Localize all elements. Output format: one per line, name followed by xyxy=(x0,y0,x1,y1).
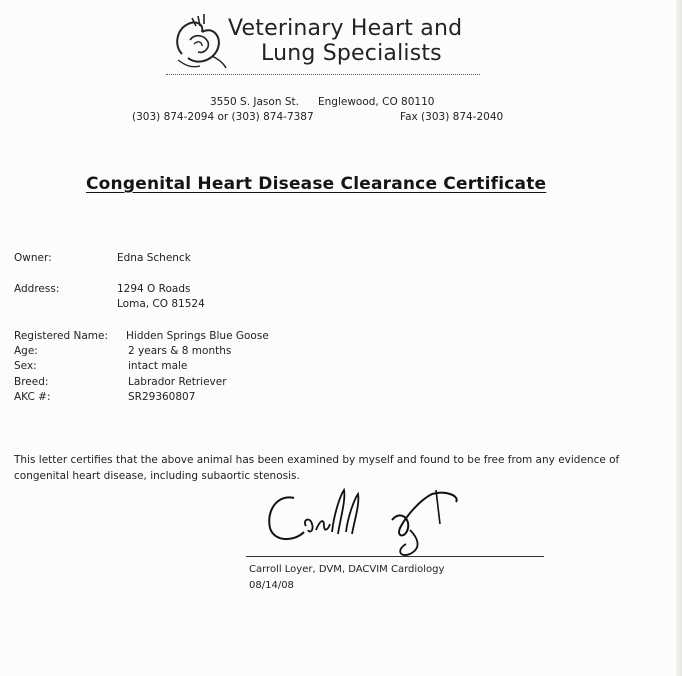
handwritten-signature xyxy=(260,480,470,560)
breed-label: Breed: xyxy=(14,376,49,388)
practice-name-line1: Veterinary Heart and xyxy=(228,16,463,41)
akc-value: SR29360807 xyxy=(128,391,196,403)
practice-fax: Fax (303) 874-2040 xyxy=(400,111,504,123)
signature-date: 08/14/08 xyxy=(249,580,294,591)
statement-line1: This letter certifies that the above animal has been examined by myself and found to be free from any evidence of xyxy=(14,454,620,466)
age-value: 2 years & 8 months xyxy=(128,345,232,357)
breed-value: Labrador Retriever xyxy=(128,376,227,388)
certificate-title: Congenital Heart Disease Clearance Certificate xyxy=(86,174,547,194)
age-label: Age: xyxy=(14,345,38,357)
letterhead xyxy=(166,8,480,75)
address-line1: 1294 O Roads xyxy=(117,283,191,295)
practice-phones: (303) 874-2094 or (303) 874-7387 xyxy=(132,111,314,123)
signer-name: Carroll Loyer, DVM, DACVIM Cardiology xyxy=(249,564,445,575)
registered-name-value: Hidden Springs Blue Goose xyxy=(126,330,269,342)
akc-label: AKC #: xyxy=(14,391,51,403)
practice-street: 3550 S. Jason St. xyxy=(210,96,299,108)
practice-city: Englewood, CO 80110 xyxy=(318,96,435,108)
signature-line xyxy=(246,556,544,557)
address-line2: Loma, CO 81524 xyxy=(117,298,205,310)
practice-name-line2: Lung Specialists xyxy=(261,41,442,66)
sex-value: intact male xyxy=(128,360,188,372)
address-label: Address: xyxy=(14,283,60,295)
sex-label: Sex: xyxy=(14,360,37,372)
scan-edge xyxy=(676,0,682,676)
registered-name-label: Registered Name: xyxy=(14,330,108,342)
statement-line2: congenital heart disease, including subaortic stenosis. xyxy=(14,470,300,482)
practice-logo-icon xyxy=(168,10,230,72)
owner-label: Owner: xyxy=(14,252,52,264)
owner-value: Edna Schenck xyxy=(117,252,191,264)
